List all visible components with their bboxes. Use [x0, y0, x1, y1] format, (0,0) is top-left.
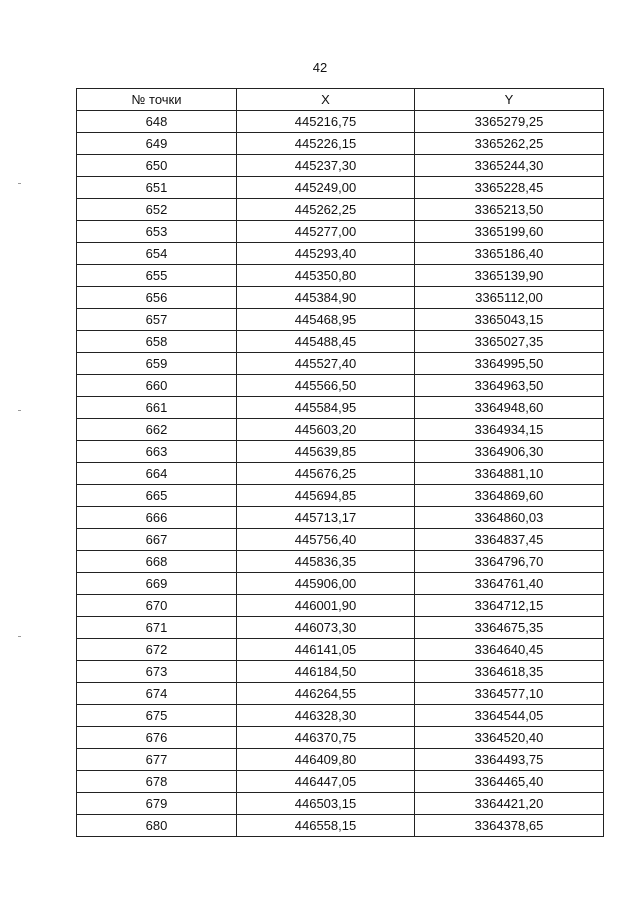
margin-mark: [18, 636, 21, 637]
table-row: [77, 749, 604, 771]
point-number-cell: 675: [77, 705, 237, 727]
point-number-cell: 657: [77, 309, 237, 331]
y-coordinate-cell: 3364618,35: [415, 661, 604, 683]
y-coordinate-cell: 3365213,50: [415, 199, 604, 221]
x-coordinate-cell: 445713,17: [237, 507, 415, 529]
y-coordinate-cell: 3365186,40: [415, 243, 604, 265]
point-number-cell: 649: [77, 133, 237, 155]
y-coordinate-cell: 3365279,25: [415, 111, 604, 133]
table-row: [77, 815, 604, 837]
y-coordinate-cell: 3364796,70: [415, 551, 604, 573]
table-body: [77, 111, 604, 837]
table-row: [77, 155, 604, 177]
table-row: [77, 463, 604, 485]
y-coordinate-cell: 3364948,60: [415, 397, 604, 419]
y-coordinate-cell: 3364934,15: [415, 419, 604, 441]
y-coordinate-cell: 3365027,35: [415, 331, 604, 353]
table-row: [77, 727, 604, 749]
x-coordinate-cell: 445237,30: [237, 155, 415, 177]
column-header-point-number: № точки: [77, 89, 237, 111]
point-number-cell: 666: [77, 507, 237, 529]
table-row: [77, 177, 604, 199]
y-coordinate-cell: 3364421,20: [415, 793, 604, 815]
point-number-cell: 665: [77, 485, 237, 507]
y-coordinate-cell: 3364761,40: [415, 573, 604, 595]
point-number-cell: 677: [77, 749, 237, 771]
x-coordinate-cell: 445216,75: [237, 111, 415, 133]
y-coordinate-cell: 3365244,30: [415, 155, 604, 177]
table-row: [77, 771, 604, 793]
x-coordinate-cell: 445836,35: [237, 551, 415, 573]
x-coordinate-cell: 445639,85: [237, 441, 415, 463]
x-coordinate-cell: 445249,00: [237, 177, 415, 199]
x-coordinate-cell: 445226,15: [237, 133, 415, 155]
table-row: [77, 551, 604, 573]
table-row: [77, 199, 604, 221]
table-row: [77, 243, 604, 265]
point-number-cell: 669: [77, 573, 237, 595]
x-coordinate-cell: 446503,15: [237, 793, 415, 815]
y-coordinate-cell: 3364963,50: [415, 375, 604, 397]
point-number-cell: 680: [77, 815, 237, 837]
y-coordinate-cell: 3364860,03: [415, 507, 604, 529]
y-coordinate-cell: 3364520,40: [415, 727, 604, 749]
table-row: [77, 397, 604, 419]
margin-mark: [18, 410, 21, 411]
coordinates-table: [76, 88, 604, 837]
point-number-cell: 653: [77, 221, 237, 243]
y-coordinate-cell: 3364712,15: [415, 595, 604, 617]
x-coordinate-cell: 445694,85: [237, 485, 415, 507]
point-number-cell: 678: [77, 771, 237, 793]
x-coordinate-cell: 445527,40: [237, 353, 415, 375]
x-coordinate-cell: 446184,50: [237, 661, 415, 683]
y-coordinate-cell: 3365043,15: [415, 309, 604, 331]
table-row: [77, 639, 604, 661]
x-coordinate-cell: 445756,40: [237, 529, 415, 551]
point-number-cell: 651: [77, 177, 237, 199]
y-coordinate-cell: 3365112,00: [415, 287, 604, 309]
y-coordinate-cell: 3364544,05: [415, 705, 604, 727]
y-coordinate-cell: 3364640,45: [415, 639, 604, 661]
table-row: [77, 419, 604, 441]
point-number-cell: 660: [77, 375, 237, 397]
x-coordinate-cell: 445350,80: [237, 265, 415, 287]
x-coordinate-cell: 446001,90: [237, 595, 415, 617]
x-coordinate-cell: 445584,95: [237, 397, 415, 419]
point-number-cell: 674: [77, 683, 237, 705]
y-coordinate-cell: 3365262,25: [415, 133, 604, 155]
x-coordinate-cell: 445262,25: [237, 199, 415, 221]
x-coordinate-cell: 446141,05: [237, 639, 415, 661]
table-row: [77, 683, 604, 705]
point-number-cell: 655: [77, 265, 237, 287]
y-coordinate-cell: 3364995,50: [415, 353, 604, 375]
table-row: [77, 287, 604, 309]
point-number-cell: 670: [77, 595, 237, 617]
table-row: [77, 595, 604, 617]
y-coordinate-cell: 3365139,90: [415, 265, 604, 287]
table-row: [77, 485, 604, 507]
page-number: 42: [312, 60, 328, 75]
x-coordinate-cell: 445488,45: [237, 331, 415, 353]
x-coordinate-cell: 446409,80: [237, 749, 415, 771]
y-coordinate-cell: 3364906,30: [415, 441, 604, 463]
point-number-cell: 673: [77, 661, 237, 683]
point-number-cell: 667: [77, 529, 237, 551]
point-number-cell: 654: [77, 243, 237, 265]
x-coordinate-cell: 445603,20: [237, 419, 415, 441]
point-number-cell: 668: [77, 551, 237, 573]
x-coordinate-cell: 446073,30: [237, 617, 415, 639]
x-coordinate-cell: 446264,55: [237, 683, 415, 705]
table-row: [77, 375, 604, 397]
x-coordinate-cell: 445293,40: [237, 243, 415, 265]
x-coordinate-cell: 446370,75: [237, 727, 415, 749]
point-number-cell: 664: [77, 463, 237, 485]
point-number-cell: 676: [77, 727, 237, 749]
y-coordinate-cell: 3364837,45: [415, 529, 604, 551]
x-coordinate-cell: 446447,05: [237, 771, 415, 793]
x-coordinate-cell: 445906,00: [237, 573, 415, 595]
x-coordinate-cell: 446328,30: [237, 705, 415, 727]
point-number-cell: 656: [77, 287, 237, 309]
y-coordinate-cell: 3364577,10: [415, 683, 604, 705]
table-row: [77, 441, 604, 463]
column-header-x: X: [237, 89, 415, 111]
point-number-cell: 652: [77, 199, 237, 221]
margin-mark: [18, 183, 21, 184]
table-row: [77, 353, 604, 375]
x-coordinate-cell: 445384,90: [237, 287, 415, 309]
table-row: [77, 661, 604, 683]
table-row: [77, 221, 604, 243]
point-number-cell: 671: [77, 617, 237, 639]
y-coordinate-cell: 3364881,10: [415, 463, 604, 485]
x-coordinate-cell: 445566,50: [237, 375, 415, 397]
y-coordinate-cell: 3364869,60: [415, 485, 604, 507]
table-row: [77, 309, 604, 331]
point-number-cell: 648: [77, 111, 237, 133]
table-row: [77, 133, 604, 155]
x-coordinate-cell: 445468,95: [237, 309, 415, 331]
table-row: [77, 529, 604, 551]
table-row: [77, 705, 604, 727]
table-row: [77, 265, 604, 287]
point-number-cell: 658: [77, 331, 237, 353]
point-number-cell: 679: [77, 793, 237, 815]
point-number-cell: 661: [77, 397, 237, 419]
table-row: [77, 617, 604, 639]
x-coordinate-cell: 446558,15: [237, 815, 415, 837]
x-coordinate-cell: 445277,00: [237, 221, 415, 243]
x-coordinate-cell: 445676,25: [237, 463, 415, 485]
y-coordinate-cell: 3364493,75: [415, 749, 604, 771]
table-row: [77, 507, 604, 529]
point-number-cell: 662: [77, 419, 237, 441]
y-coordinate-cell: 3365199,60: [415, 221, 604, 243]
y-coordinate-cell: 3364465,40: [415, 771, 604, 793]
column-header-y: Y: [415, 89, 604, 111]
table-row: [77, 111, 604, 133]
table-header-row: [77, 89, 604, 111]
table-row: [77, 793, 604, 815]
table-row: [77, 331, 604, 353]
point-number-cell: 672: [77, 639, 237, 661]
point-number-cell: 650: [77, 155, 237, 177]
point-number-cell: 659: [77, 353, 237, 375]
y-coordinate-cell: 3365228,45: [415, 177, 604, 199]
y-coordinate-cell: 3364675,35: [415, 617, 604, 639]
table-row: [77, 573, 604, 595]
y-coordinate-cell: 3364378,65: [415, 815, 604, 837]
point-number-cell: 663: [77, 441, 237, 463]
